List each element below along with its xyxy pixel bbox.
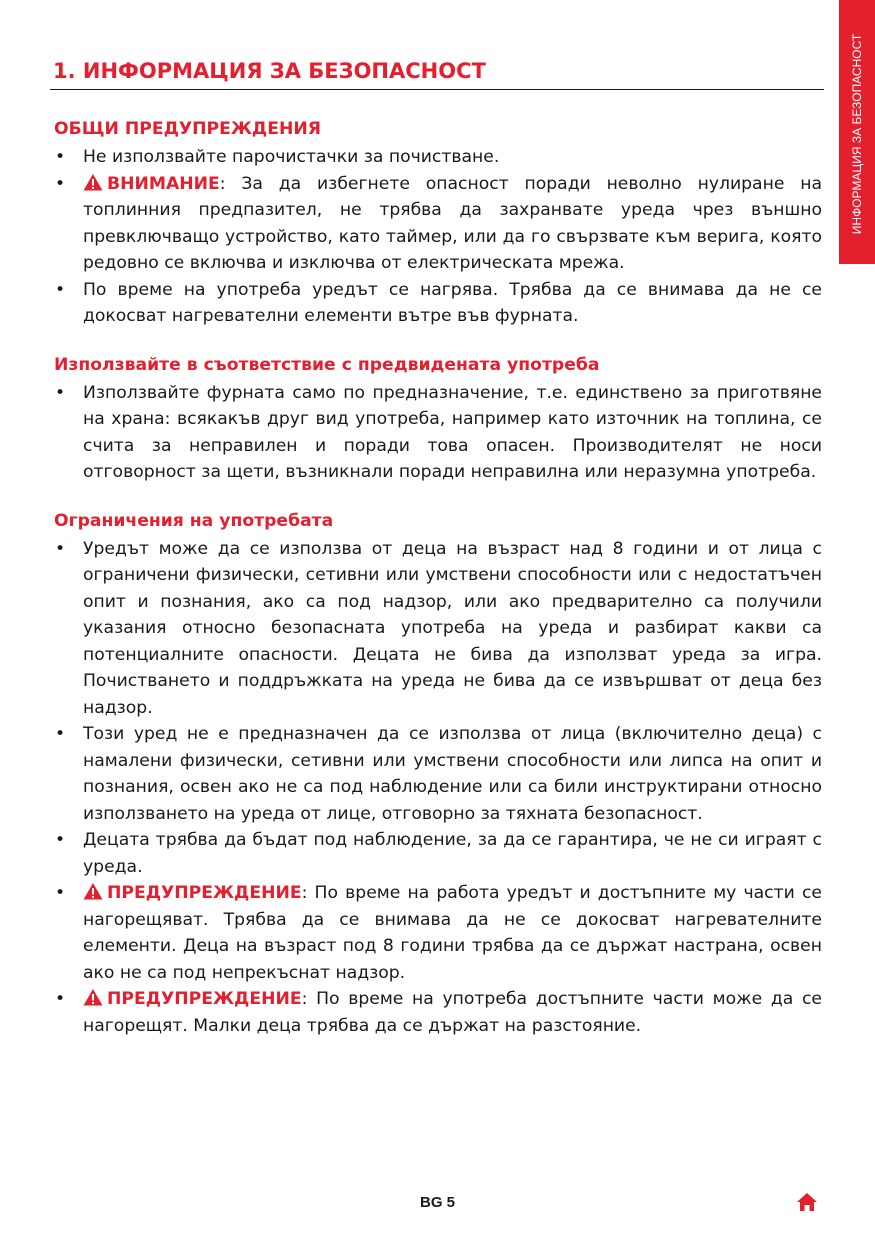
warning-label: ПРЕДУПРЕЖДЕНИЕ <box>107 989 302 1009</box>
list-item-text: Уредът може да се използва от деца на възраст над 8 години и от лица с ограничени физически, сетивни или умствени способности или с недостатъчен опит и познания, ако са под надзор, или ако предварително са получили указания относно безопасната употреба на уреда и разбират какви са потенциалните опасности. Децата не бива да използват уреда за игра. Почистването и поддръжката на уреда не бива да се извършват от деца без надзор. <box>83 538 822 718</box>
list-item-text: : За да избегнете опасност поради неволно нулиране на топлинния предпазител, не трябва да захранвате уреда чрез външно превключващо устройство, като таймер, или да го свързвате към верига, която редовно се включва и изключва от електрическата мрежа. <box>83 173 822 273</box>
list-item <box>54 277 822 330</box>
list-item-text: Не използвайте парочистачки за почистване. <box>83 147 500 167</box>
section-heading-general: ОБЩИ ПРЕДУПРЕЖДЕНИЯ <box>54 119 321 139</box>
side-section-tab[interactable] <box>839 0 875 264</box>
home-icon[interactable] <box>796 1192 818 1212</box>
side-tab-label: ИНФОРМАЦИЯ ЗА БЕЗОПАСНОСТ <box>850 33 864 235</box>
list-item-text: По време на употреба уредът се нагрява. Трябва да се внимава да не се докосват нагревателни елементи вътре във фурната. <box>83 279 822 326</box>
list-item-text: : По време на работа уредът и достъпните му части се нагорещяват. Трябва да се внимава да не се докосват нагревателните елементи. Деца на възраст под 8 години трябва да се държат настрана, освен ако не са под непрекъснат надзор. <box>83 883 822 983</box>
list-item <box>54 144 822 171</box>
list-item <box>54 536 822 722</box>
list-item <box>54 171 822 277</box>
list-item <box>54 827 822 880</box>
intended-use-list <box>54 380 822 486</box>
warning-label: ПРЕДУПРЕЖДЕНИЕ <box>107 883 302 903</box>
general-warnings-list <box>54 144 822 330</box>
list-item-text: Този уред не е предназначен да се използва от лица (включително деца) с намалени физически, сетивни или умствени способности или липса на опит и познания, освен ако не са под наблюдение или са били инструктирани относно използването на уреда от лице, отговорно за тяхната безопасност. <box>83 724 822 824</box>
warning-triangle-icon <box>83 988 103 1006</box>
page-number: BG 5 <box>419 1194 455 1211</box>
list-item-text: : По време на употреба достъпните части може да се нагорещят. Малки деца трябва да се държат на разстояние. <box>83 989 822 1036</box>
page-title: 1. ИНФОРМАЦИЯ ЗА БЕЗОПАСНОСТ <box>53 59 486 83</box>
section-heading-intended-use: Използвайте в съответствие с предвидената употреба <box>54 354 600 375</box>
list-item <box>54 880 822 986</box>
section-heading-restrictions: Ограничения на употребата <box>54 510 334 531</box>
warning-triangle-icon <box>83 173 103 191</box>
restrictions-list <box>54 536 822 1040</box>
list-item-text: Децата трябва да бъдат под наблюдение, за да се гарантира, че не си играят с уреда. <box>83 830 822 877</box>
title-divider <box>50 89 824 90</box>
document-body <box>54 114 822 1039</box>
list-item <box>54 986 822 1039</box>
list-item <box>54 721 822 827</box>
warning-label: ВНИМАНИЕ <box>107 173 220 194</box>
warning-triangle-icon <box>83 882 103 900</box>
list-item-text: Използвайте фурната само по предназначение, т.е. единствено за приготвяне на храна: всякакъв друг вид употреба, например като източник на топлина, се счита за неправилен и поради това опасен. Производителят не носи отговорност за щети, възникнали поради неправилна или неразумна употреба. <box>83 382 822 482</box>
list-item <box>54 380 822 486</box>
